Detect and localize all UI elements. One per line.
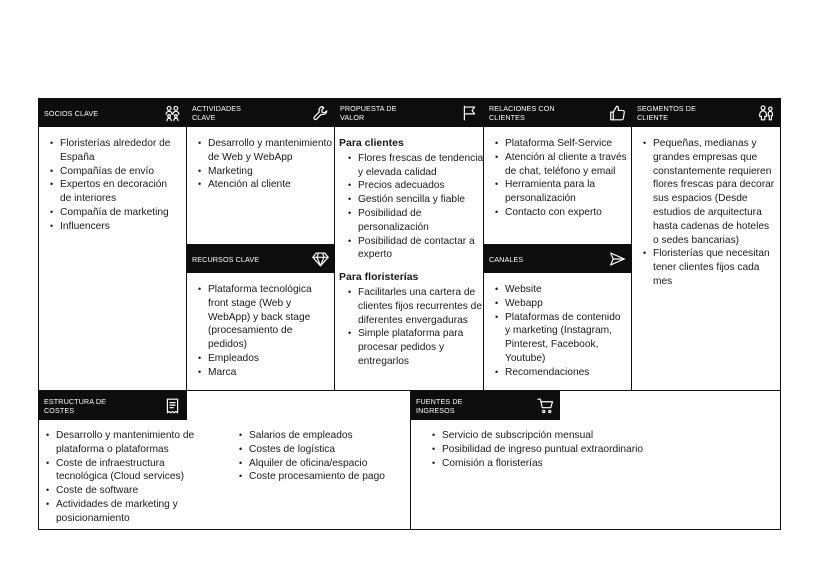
send-icon bbox=[609, 251, 626, 268]
list-item: • Plataformas de contenido y marketing (Instagram, Pinterest, Facebook, Youtube) bbox=[492, 311, 626, 366]
list-item: • Herramienta para la personalización bbox=[492, 178, 630, 206]
users-icon bbox=[758, 105, 775, 122]
list-item: • Compañía de marketing bbox=[47, 206, 181, 220]
segmentos-cliente-header bbox=[632, 99, 781, 127]
list-item: • Precios adecuados bbox=[345, 179, 485, 193]
list-item: • Desarrollo y mantenimiento de Web y WebApp bbox=[195, 137, 335, 165]
list-item: • Coste de software bbox=[43, 484, 211, 498]
fuentes-ingresos-list bbox=[429, 429, 774, 470]
canales-list bbox=[492, 283, 626, 380]
relaciones-clientes-list bbox=[492, 137, 630, 220]
cart-icon bbox=[537, 397, 554, 414]
list-item: • Recomendaciones bbox=[492, 366, 626, 380]
estructura-costes-header bbox=[39, 391, 187, 420]
list-item: • Pequeñas, medianas y grandes empresas que constantemente requieren flores frescas para decorar sus espacios (Desde estudios de arquitectura hasta cadenas de hoteles o sedes bancarias) bbox=[640, 137, 776, 247]
socios-clave-list bbox=[47, 137, 181, 234]
fuentes-ingresos-title: FUENTES DE INGRESOS bbox=[416, 396, 463, 415]
list-item: • Webapp bbox=[492, 297, 626, 311]
recursos-clave-content bbox=[195, 283, 329, 380]
list-item: • Alquiler de oficina/espacio bbox=[236, 457, 410, 471]
list-item: • Gestión sencilla y fiable bbox=[345, 193, 485, 207]
segmentos-cliente-title: SEGMENTOS DE CLIENTE bbox=[637, 104, 696, 122]
list-item: • Actividades de marketing y posicionamiento bbox=[43, 498, 211, 526]
canales-title: CANALES bbox=[489, 254, 524, 264]
list-item: • Flores frescas de tendencia y elevada calidad bbox=[345, 152, 485, 180]
canales-header bbox=[484, 245, 632, 273]
fuentes-ingresos-header bbox=[411, 391, 560, 420]
estructura-costes-right bbox=[236, 429, 410, 484]
list-item: • Atención al cliente a través de chat, teléfono y email bbox=[492, 151, 630, 179]
list-item: • Plataforma Self-Service bbox=[492, 137, 630, 151]
business-model-canvas bbox=[38, 98, 781, 530]
socios-clave-content bbox=[47, 137, 181, 234]
list-item: • Salarios de empleados bbox=[236, 429, 410, 443]
list-item: • Simple plataforma para procesar pedidos y entregarlos bbox=[345, 327, 485, 368]
people-icon bbox=[164, 105, 181, 122]
socios-clave-header bbox=[39, 99, 187, 127]
propuesta-valor-header bbox=[335, 99, 484, 127]
list-item: • Comisión a floristerías bbox=[429, 457, 774, 471]
list-item: • Influencers bbox=[47, 220, 181, 234]
list-item: • Posibilidad de personalización bbox=[345, 207, 485, 235]
relaciones-clientes-header bbox=[484, 99, 632, 127]
list-item: • Compañías de envío bbox=[47, 165, 181, 179]
diamond-icon bbox=[312, 251, 329, 268]
list-item: • Marca bbox=[195, 366, 329, 380]
recursos-clave-header bbox=[187, 245, 335, 273]
actividades-clave-header bbox=[187, 99, 335, 127]
actividades-clave-title: ACTIVIDADES CLAVE bbox=[192, 104, 242, 122]
list-item: • Atención al cliente bbox=[195, 178, 335, 192]
list-item: • Posibilidad de contactar a experto bbox=[345, 235, 485, 263]
list-item: • Floristerías alrededor de España bbox=[47, 137, 181, 165]
list-item: • Empleados bbox=[195, 352, 329, 366]
para-floristerias-list bbox=[339, 286, 485, 369]
list-item: • Servicio de subscripción mensual bbox=[429, 429, 774, 443]
segmentos-cliente-list bbox=[640, 137, 776, 289]
estructura-costes-left bbox=[43, 429, 211, 526]
receipt-icon bbox=[164, 397, 181, 414]
relaciones-clientes-title: RELACIONES CON CLIENTES bbox=[489, 104, 555, 122]
list-item: • Marketing bbox=[195, 165, 335, 179]
list-item: • Coste procesamiento de pago bbox=[236, 470, 410, 484]
estructura-costes-title: ESTRUCTURA DE COSTES bbox=[44, 396, 106, 415]
para-clientes-heading: Para clientes bbox=[339, 137, 404, 149]
para-clientes-list bbox=[339, 152, 485, 262]
thumbs-up-icon bbox=[609, 105, 626, 122]
wrench-icon bbox=[312, 105, 329, 122]
actividades-clave-list bbox=[195, 137, 335, 192]
list-item: • Contacto con experto bbox=[492, 206, 630, 220]
canales-content bbox=[492, 283, 626, 380]
list-item: • Desarrollo y mantenimiento de plataforma o plataformas bbox=[43, 429, 211, 457]
list-item: • Facilitarles una cartera de clientes fijos recurrentes de diferentes envergaduras bbox=[345, 286, 485, 327]
list-item: • Website bbox=[492, 283, 626, 297]
socios-clave-title: SOCIOS CLAVE bbox=[44, 108, 99, 118]
list-item: • Costes de logística bbox=[236, 443, 410, 457]
propuesta-valor-content bbox=[339, 137, 485, 369]
list-item: • Plataforma tecnológica front stage (Web y WebApp) y back stage (procesamiento de pedidos) bbox=[195, 283, 329, 352]
flag-icon bbox=[461, 105, 478, 122]
estructura-costes-list-left bbox=[43, 429, 211, 526]
list-item: • Expertos en decoración de interiores bbox=[47, 178, 181, 206]
segmentos-cliente-content bbox=[640, 137, 776, 289]
propuesta-valor-title: PROPUESTA DE VALOR bbox=[340, 104, 397, 122]
actividades-clave-content bbox=[195, 137, 335, 192]
recursos-clave-list bbox=[195, 283, 329, 380]
estructura-costes-list-right bbox=[236, 429, 410, 484]
list-item: • Coste de infraestructura tecnológica (Cloud services) bbox=[43, 457, 211, 485]
para-floristerias-heading: Para floristerías bbox=[339, 271, 419, 284]
list-item: • Floristerías que necesitan tener clientes fijos cada mes bbox=[640, 247, 776, 288]
recursos-clave-title: RECURSOS CLAVE bbox=[192, 254, 260, 264]
relaciones-clientes-content bbox=[492, 137, 630, 220]
list-item: • Posibilidad de ingreso puntual extraordinario bbox=[429, 443, 774, 457]
fuentes-ingresos-content bbox=[429, 429, 774, 470]
